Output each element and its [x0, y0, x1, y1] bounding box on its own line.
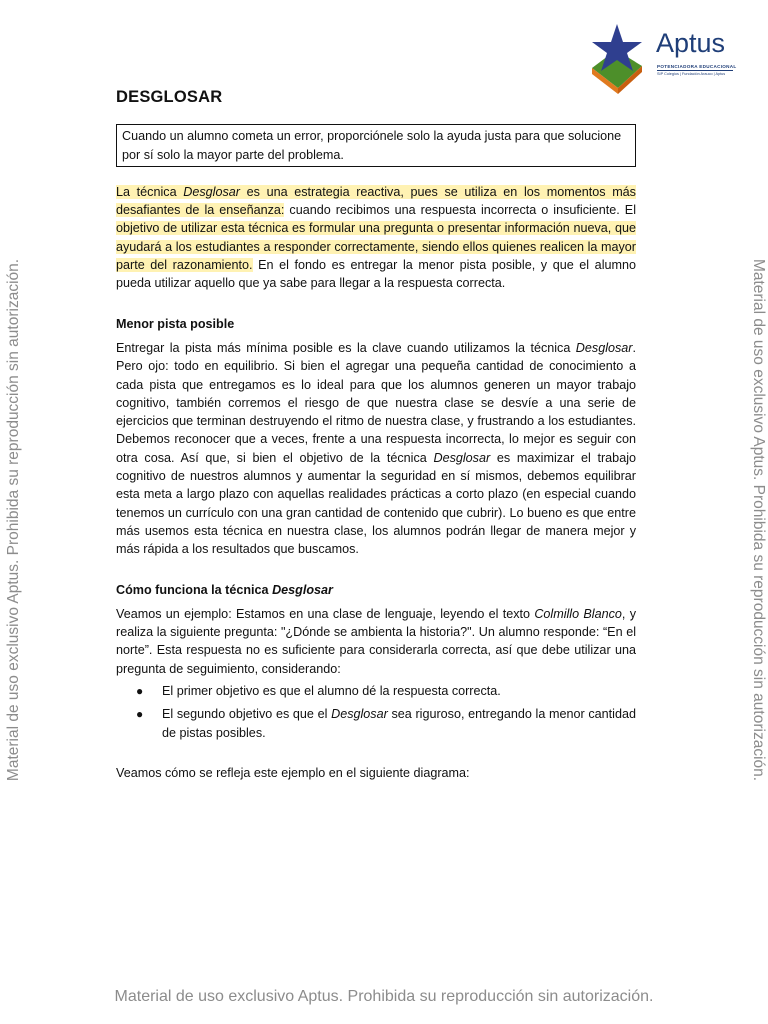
- bullet-icon: ●: [136, 707, 144, 722]
- objectives-list: [116, 682, 636, 742]
- closing-paragraph: Veamos cómo se refleja este ejemplo en el siguiente diagrama:: [116, 765, 470, 780]
- list-item: ● El segundo objetivo es que el Desglosar sea riguroso, entregando la menor cantidad de pistas posibles.: [136, 707, 636, 740]
- page-title: DESGLOSAR: [116, 88, 223, 106]
- highlight-2: objetivo de utilizar esta técnica es formular una pregunta o presentar información nueva, que ayudará a los estudiantes a responder correctamente, siendo ellos quienes realicen la mayor parte del razonamiento.: [116, 221, 636, 273]
- section-paragraph-menor-pista: Entregar la pista más mínima posible es la clave cuando utilizamos la técnica Desglosar. Pero ojo: todo en equilibrio. Si bien el agregar una pequeña cantidad de conocimiento a cada pista que entregamos es lo ideal para que los alumnos generen un mayor trabajo cognitivo, también corremos el riesgo de que nuestra clase se desvíe a una serie de ejercicios que terminan destruyendo el ritmo de nuestra clase, y frustrando a los estudiantes. Debemos reconocer que a veces, frente a una respuesta incorrecta, lo mejor es seguir con otra cosa. Así que, si bien el objetivo de la técnica Desglosar es maximizar el trabajo cognitivo de nuestros alumnos y aumentar la seguridad en sí mismos, debemos equilibrar esta meta a largo plazo con aquellas realidades prácticas a corto plazo (en especial cuando tenemos un currículo con una gran cantidad de contenido que cubrir). Lo bueno es que entre más usemos esta técnica en nuestra clase, los alumnos podrán llegar de manera mejor y más rápida a los resultados que buscamos.: [116, 340, 636, 557]
- logo-name: Aptus: [656, 28, 726, 58]
- watermark-left: Material de uso exclusivo Aptus. Prohibida su reproducción sin autorización.: [5, 258, 22, 782]
- page-content: [116, 88, 636, 796]
- section-paragraph-como-funciona: Veamos un ejemplo: Estamos en una clase de lenguaje, leyendo el texto Colmillo Blanco, y realiza la siguiente pregunta: "¿Dónde se ambienta la historia?". Un alumno responde: “En el norte”. Esta respuesta no es suficiente para considerarla correcta, así que debe utilizar una pregunta de seguimiento, considerando:: [116, 606, 637, 676]
- section-heading-como-funciona: Cómo funciona la técnica Desglosar: [116, 582, 333, 597]
- list-item: ● El primer objetivo es que el alumno dé la respuesta correcta.: [136, 682, 636, 700]
- bullet-icon: ●: [136, 684, 144, 699]
- highlight-1: La técnica Desglosar es una estrategia reactiva, pues se utiliza en los momentos más desafiantes de la enseñanza:: [116, 184, 636, 218]
- logo-subtagline: SIP Colegios | Fundación Arauco | Aptus: [657, 72, 726, 76]
- section-heading-menor-pista: Menor pista posible: [116, 316, 235, 331]
- watermark-bottom: Material de uso exclusivo Aptus. Prohibida su reproducción sin autorización.: [114, 988, 654, 1005]
- watermark-right: Material de uso exclusivo Aptus. Prohibida su reproducción sin autorización.: [750, 258, 767, 782]
- callout-box: Cuando un alumno cometa un error, proporciónele solo la ayuda justa para que solucione por sí solo la mayor parte del problema.: [116, 124, 636, 167]
- logo-divider: [657, 70, 733, 71]
- intro-paragraph: La técnica Desglosar es una estrategia reactiva, pues se utiliza en los momentos más desafiantes de la enseñanza: cuando recibimos una respuesta incorrecta o insuficiente. El objetivo de utilizar esta técnica es formular una pregunta o presentar información nueva, que ayudará a los estudiantes a responder correctamente, siendo ellos quienes realicen la mayor parte del razonamiento. En el fondo es entregar la menor pista posible, y que el alumno pueda utilizar aquello que ya sabe para llegar a la respuesta correcta.: [116, 184, 637, 291]
- logo-tagline: POTENCIADORA EDUCACIONAL: [657, 64, 737, 69]
